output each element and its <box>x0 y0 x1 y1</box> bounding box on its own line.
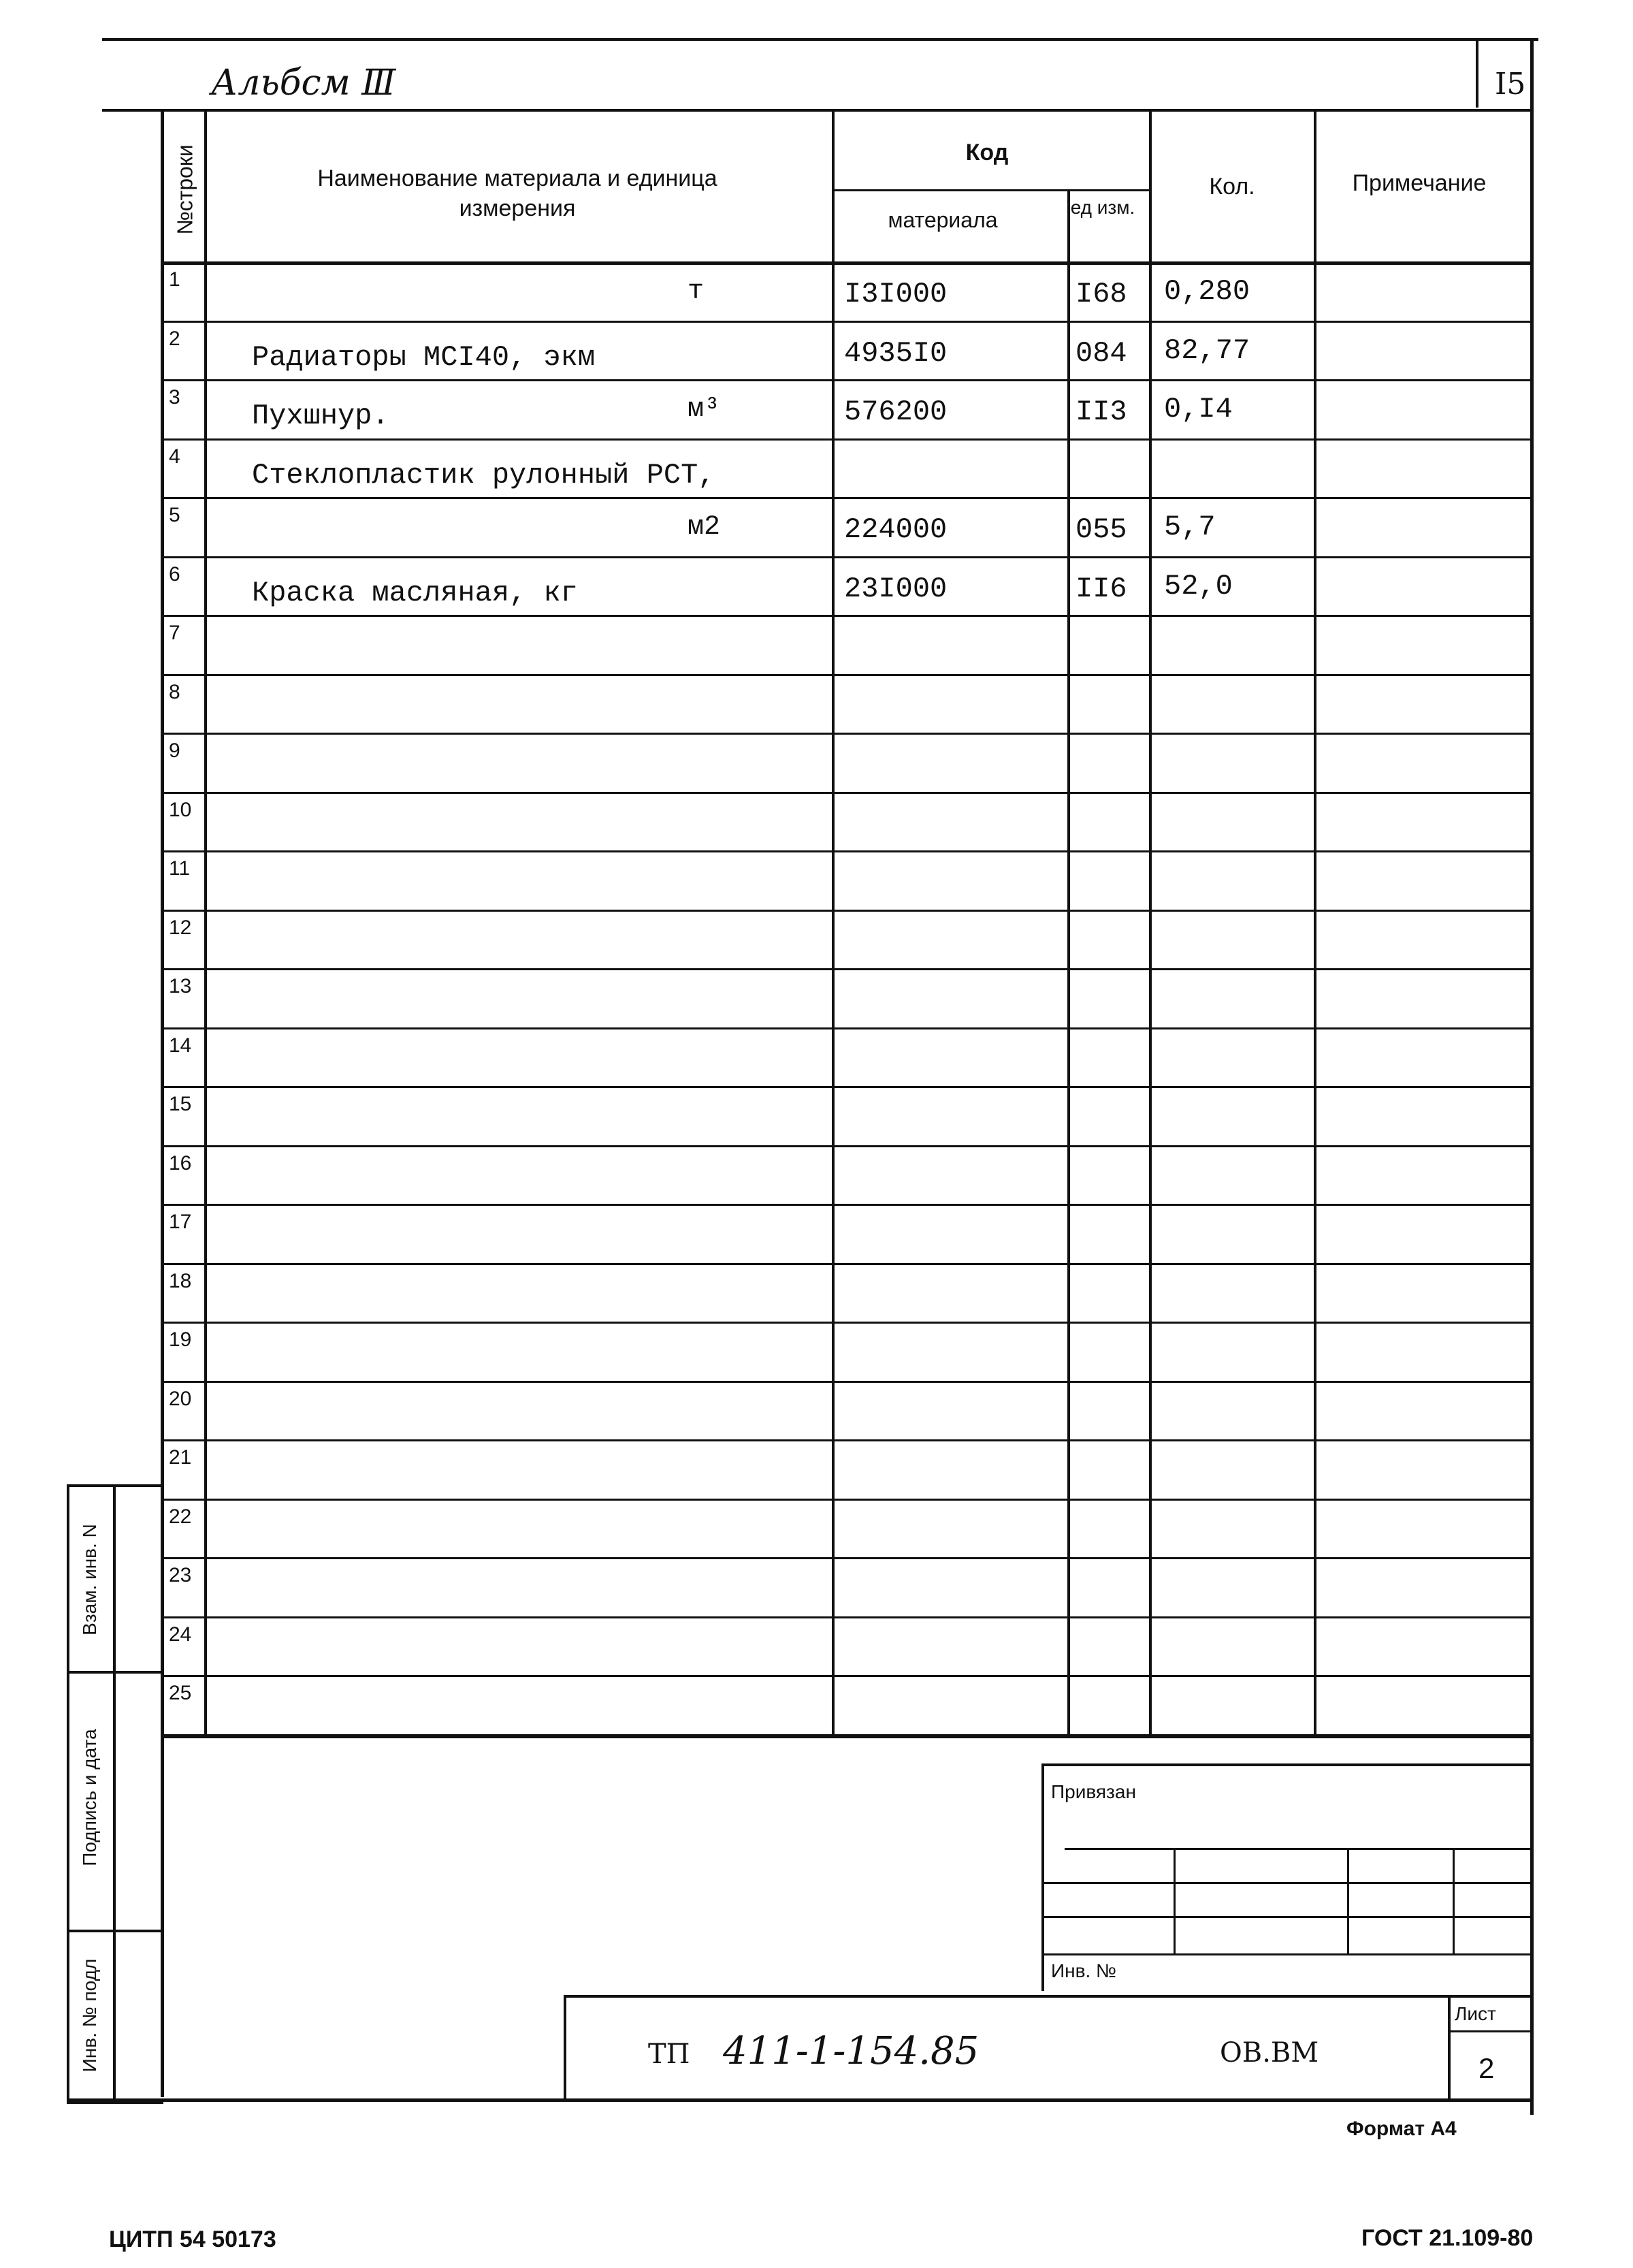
inv-label: Инв. № <box>1051 1960 1117 1981</box>
unit-code: 084 <box>1076 337 1127 370</box>
row-number: 6 <box>169 563 180 586</box>
side-stamp-divider-1 <box>69 1671 163 1674</box>
table-row <box>161 1145 1530 1204</box>
unit-code: II3 <box>1076 396 1127 428</box>
table-row <box>161 850 1530 910</box>
unit-code: 055 <box>1076 513 1127 546</box>
header-code: Код <box>965 140 1009 165</box>
table-row <box>161 1381 1530 1440</box>
material-code: 4935I0 <box>844 337 948 370</box>
top-dash-line <box>102 38 1538 41</box>
row-number: 22 <box>169 1505 192 1528</box>
row-number: 14 <box>169 1034 192 1057</box>
table-row <box>161 1675 1530 1734</box>
row-number: 21 <box>169 1446 192 1469</box>
row-number: 5 <box>169 504 180 526</box>
header-note: Примечание <box>1352 170 1487 196</box>
row-number: 19 <box>169 1328 192 1351</box>
row-number: 25 <box>169 1682 192 1704</box>
row-number: 4 <box>169 445 180 468</box>
table-row <box>161 792 1530 851</box>
table-row <box>161 379 1530 438</box>
table-row <box>161 733 1530 792</box>
quantity: 52,0 <box>1164 570 1233 603</box>
unit-code: II6 <box>1076 573 1127 605</box>
header-code-material: материала <box>888 208 998 232</box>
row-number: 20 <box>169 1388 192 1410</box>
table-row <box>161 556 1530 616</box>
row-number: 23 <box>169 1564 192 1586</box>
quantity: 0,280 <box>1164 275 1250 308</box>
table-row <box>161 1086 1530 1145</box>
row-number: 10 <box>169 799 192 821</box>
table-row <box>161 1439 1530 1499</box>
row-number: 13 <box>169 975 192 997</box>
designation-block <box>564 1995 1533 2101</box>
sheet-col-line <box>1448 1998 1451 2101</box>
quantity: 5,7 <box>1164 511 1216 543</box>
table-row <box>161 1322 1530 1381</box>
header-qty: Кол. <box>1209 174 1255 199</box>
table-row <box>161 497 1530 556</box>
frame-top-line <box>102 109 1532 112</box>
header-name: Наименование материала и единица измерения <box>317 165 717 221</box>
sheet-label: Лист <box>1455 2003 1496 2024</box>
header-row-no-label: №строки <box>172 144 197 235</box>
album-note: Альбсм Ⅲ <box>211 63 396 103</box>
table-row <box>161 674 1530 733</box>
designation-number: 411-1-154.85 <box>723 2029 980 2073</box>
side-stamp-signature: Подпись и дата <box>79 1729 100 1866</box>
table-row <box>161 321 1530 380</box>
quantity: 82,77 <box>1164 334 1250 367</box>
material-unit: м2 <box>688 512 721 543</box>
header-code-unit: ед изм. <box>1070 197 1135 218</box>
row-number: 8 <box>169 681 180 703</box>
quantity: 0,I4 <box>1164 393 1233 426</box>
material-unit: т <box>688 276 705 307</box>
linked-col-2 <box>1347 1848 1349 1953</box>
material-code: 23I000 <box>844 573 948 605</box>
material-name: Пухшнур. <box>252 400 389 432</box>
header-row-no <box>161 123 204 259</box>
table-row <box>161 1616 1530 1676</box>
material-code: 224000 <box>844 513 948 546</box>
table-row <box>161 1263 1530 1322</box>
printer-label: ЦИТП 54 50173 <box>109 2226 276 2252</box>
material-name: Стеклопластик рулонный РСТ, <box>252 459 715 492</box>
row-number: 24 <box>169 1623 192 1646</box>
table-row <box>161 910 1530 969</box>
table-row-line <box>161 1734 1530 1738</box>
row-number: 12 <box>169 916 192 939</box>
linked-line-2 <box>1044 1882 1533 1884</box>
side-stamp-vzam: Взам. инв. N <box>79 1524 100 1635</box>
material-name: Краска масляная, кг <box>252 577 578 609</box>
linked-line-1 <box>1065 1848 1533 1850</box>
row-number: 2 <box>169 328 180 350</box>
linked-line-3 <box>1044 1916 1533 1918</box>
table-row <box>161 438 1530 498</box>
row-number: 9 <box>169 739 180 762</box>
linked-label: Привязан <box>1051 1781 1136 1802</box>
material-unit: м³ <box>688 394 721 425</box>
row-number: 3 <box>169 386 180 409</box>
designation-prefix: ТП <box>648 2039 690 2070</box>
page-number: I5 <box>1495 67 1526 101</box>
linked-line-4 <box>1044 1953 1533 1955</box>
material-code: I3I000 <box>844 278 948 310</box>
row-number: 1 <box>169 268 180 291</box>
sheet-value: 2 <box>1478 2052 1495 2084</box>
table-row <box>161 1499 1530 1558</box>
linked-col-3 <box>1453 1848 1455 1953</box>
table-row <box>161 615 1530 674</box>
table-row <box>161 1204 1530 1263</box>
row-number: 15 <box>169 1093 192 1115</box>
material-name: Радиаторы МСI40, экм <box>252 341 596 374</box>
table-row <box>161 1557 1530 1616</box>
row-number: 11 <box>169 857 191 880</box>
side-stamp-inv: Инв. № подл <box>79 1958 100 2073</box>
row-number: 7 <box>169 622 180 644</box>
table-row <box>161 1027 1530 1087</box>
row-number: 16 <box>169 1152 192 1175</box>
code-header-split <box>832 189 1149 191</box>
unit-code: I68 <box>1076 278 1127 310</box>
linked-col-1 <box>1174 1848 1176 1953</box>
row-number: 17 <box>169 1211 192 1233</box>
table-row <box>161 261 1530 321</box>
material-code: 576200 <box>844 396 948 428</box>
format-label: Формат А4 <box>1346 2118 1457 2140</box>
side-stamp-inner-line <box>113 1487 116 2101</box>
table-row <box>161 968 1530 1027</box>
linked-block <box>1041 1763 1533 1991</box>
section-code: ОВ.ВМ <box>1220 2037 1319 2069</box>
row-number: 18 <box>169 1270 192 1292</box>
sheet-row-line <box>1448 2030 1533 2032</box>
standard-label: ГОСТ 21.109-80 <box>1361 2225 1534 2251</box>
side-stamp <box>67 1484 163 2104</box>
